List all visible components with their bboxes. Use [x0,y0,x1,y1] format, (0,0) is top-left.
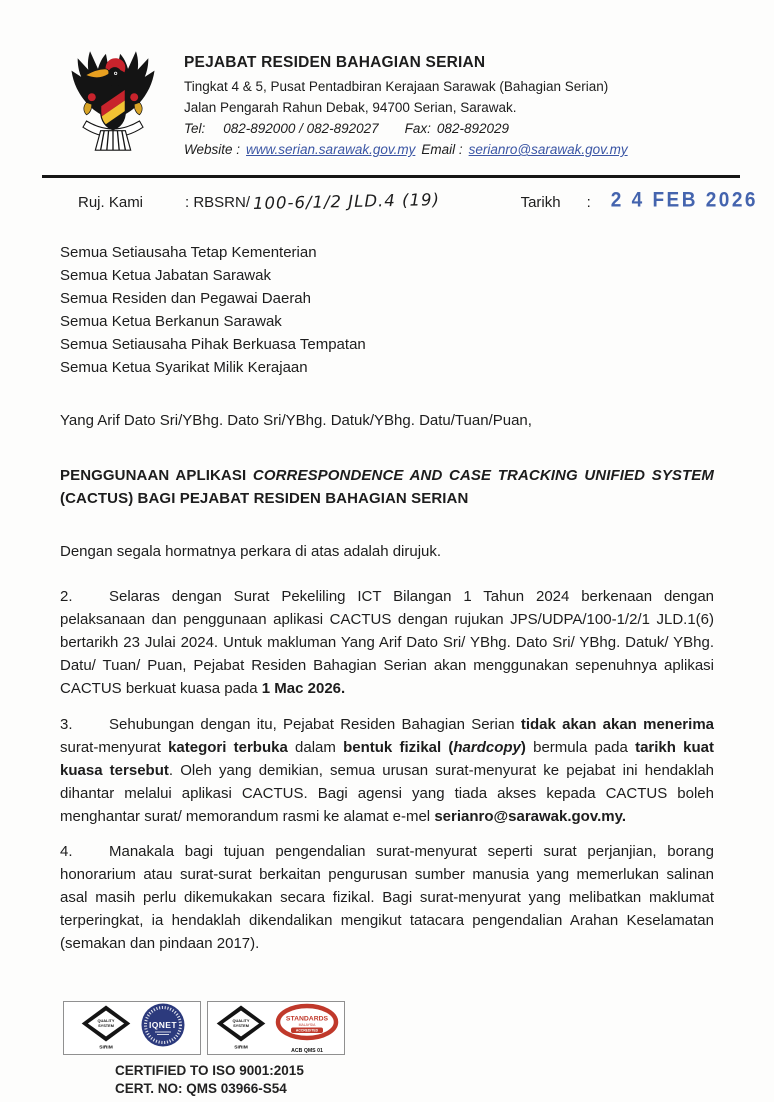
recipient-line: Semua Ketua Syarikat Milik Kerajaan [60,359,308,376]
letterhead [0,0,774,168]
svg-text:STANDARDS: STANDARDS [285,1015,328,1023]
ref-number-prefix: : RBSRN/ [185,194,251,211]
svg-text:ACB QMS 01: ACB QMS 01 [290,1048,323,1054]
date-stamp: 2 4 FEB 2026 [610,188,758,212]
recipient-line: Semua Setiausaha Tetap Kementerian [60,244,317,261]
iso-certification-text [115,1062,345,1097]
website-label: Website : [184,142,241,157]
sirim-quality-system-icon [214,1002,268,1054]
recipient-list [60,241,714,379]
standards-malaysia-seal-icon [275,1002,339,1054]
date-group [520,188,758,213]
recipient-line: Semua Setiausaha Pihak Berkuasa Tempatan [60,336,366,353]
header-divider-line [42,175,740,178]
address-line-2: Jalan Pengarah Rahun Debak, 94700 Serian, Sarawak. [184,100,517,115]
svg-text:QUALITY: QUALITY [232,1018,249,1024]
sirim-quality-system-icon [79,1002,133,1054]
date-colon: : [586,194,591,211]
paragraph-text: Manakala bagi tujuan pengendalian surat-menyurat seperti surat perjanjian, borang honorarium atau surat-surat berkaitan pengurusan sumber manusia yang memerlukan salinan asal masih perlu dikemukakan secara fizikal. Bagi surat-menyurat yang melibatkan maklumat terperingkat, ia hendaklah dikendalikan mengikut tatacara pengendalian Arahan Keselamatan (semakan dan pindaan 2017). [60,843,714,952]
paragraph-number: 4. [60,843,73,860]
recipient-line: Semua Ketua Jabatan Sarawak [60,267,271,284]
letter-body [0,241,774,955]
recipient-line: Semua Residen dan Pegawai Daerah [60,290,311,307]
svg-text:SIRIM: SIRIM [98,1045,113,1051]
certification-badges [63,1001,345,1055]
tel-label: Tel: [184,121,206,136]
paragraph-4 [60,840,714,955]
svg-text:SYSTEM: SYSTEM [97,1022,114,1028]
office-name: PEJABAT RESIDEN BAHAGIAN SERIAN [184,54,486,71]
cert-line-1: CERTIFIED TO ISO 9001:2015 [115,1063,304,1078]
paragraph-1 [60,540,714,563]
paragraph-3 [60,713,714,828]
website-email-line [184,139,628,160]
sirim-standards-malaysia-badge [207,1001,345,1055]
paragraph-number: 3. [60,716,73,733]
letterhead-text-block [184,44,628,168]
tel-numbers: 082-892000 / 082-892027 [223,121,379,136]
email-address: serianro@sarawak.gov.my [468,142,628,157]
svg-text:SYSTEM: SYSTEM [232,1022,249,1028]
handwritten-ref-number: 100-6/1/2 JLD.4 (19) [252,190,441,213]
svg-text:MALAYSIA: MALAYSIA [298,1023,315,1027]
paragraph-text: Sehubungan dengan itu, Pejabat Residen Bahagian Serian tidak akan akan menerima surat-menyurat kategori terbuka dalam bentuk fizikal (hardcopy) bermula pada tarikh kuat kuasa tersebut. Oleh yang demikian, semua urusan surat-menyurat ke pejabat ini hendaklah dihantar melalui aplikasi CACTUS. Bagi agensi yang tiada akses kepada CACTUS boleh menghantar surat/ memorandum rasmi ke alamat e-mel serianro@sarawak.gov.my. [60,716,714,825]
salutation: Yang Arif Dato Sri/YBhg. Dato Sri/YBhg. Datuk/YBhg. Datu/Tuan/Puan, [60,412,532,429]
email-label: Email : [421,142,463,157]
svg-text:SIRIM: SIRIM [233,1045,248,1051]
phone-fax-line [184,118,628,139]
paragraph-text: Dengan segala hormatnya perkara di atas adalah dirujuk. [60,543,442,560]
footer-certification [63,1001,345,1097]
website-url: www.serian.sarawak.gov.my [246,142,416,157]
our-ref-label: Ruj. Kami [78,194,144,211]
paragraph-text: Selaras dengan Surat Pekeliling ICT Bilangan 1 Tahun 2024 berkenaan dengan pelaksanaan dan penggunaan aplikasi CACTUS dengan rujukan JPS/UDPA/100-1/2/1 JLD.1(6) bertarikh 23 Julai 2024. Untuk makluman Yang Arif Dato Sri/ YBhg. Dato Sri/ YBhg. Datuk/ YBhg. Datu/ Tuan/ Puan, Pejabat Residen Bahagian Serian akan menggunakan sepenuhnya aplikasi CACTUS berkuat kuasa pada 1 Mac 2026. [60,588,714,697]
svg-text:QUALITY: QUALITY [97,1018,114,1024]
paragraph-number: 2. [60,588,73,605]
recipient-line: Semua Ketua Berkanun Sarawak [60,313,282,330]
fax-number: 082-892029 [436,121,509,136]
fax-label: Fax: [404,121,431,136]
address-line-1: Tingkat 4 & 5, Pusat Pentadbiran Kerajaan Sarawak (Bahagian Serian) [184,79,609,94]
sirim-iqnet-badge [63,1001,201,1055]
svg-text:ACCREDITED: ACCREDITED [295,1028,318,1033]
sarawak-state-crest-logo [60,44,166,168]
subject-title: PENGGUNAAN APLIKASI CORRESPONDENCE AND CASE TRACKING UNIFIED SYSTEM (CACTUS) BAGI PEJABAT RESIDEN BAHAGIAN SERIAN [60,467,715,507]
svg-text:IQNET: IQNET [148,1020,177,1030]
cert-line-2: CERT. NO: QMS 03966-S54 [115,1080,287,1096]
reference-row [78,188,758,213]
date-label: Tarikh [520,194,561,211]
iqnet-seal-icon [140,1002,186,1054]
paragraph-2 [60,585,714,700]
